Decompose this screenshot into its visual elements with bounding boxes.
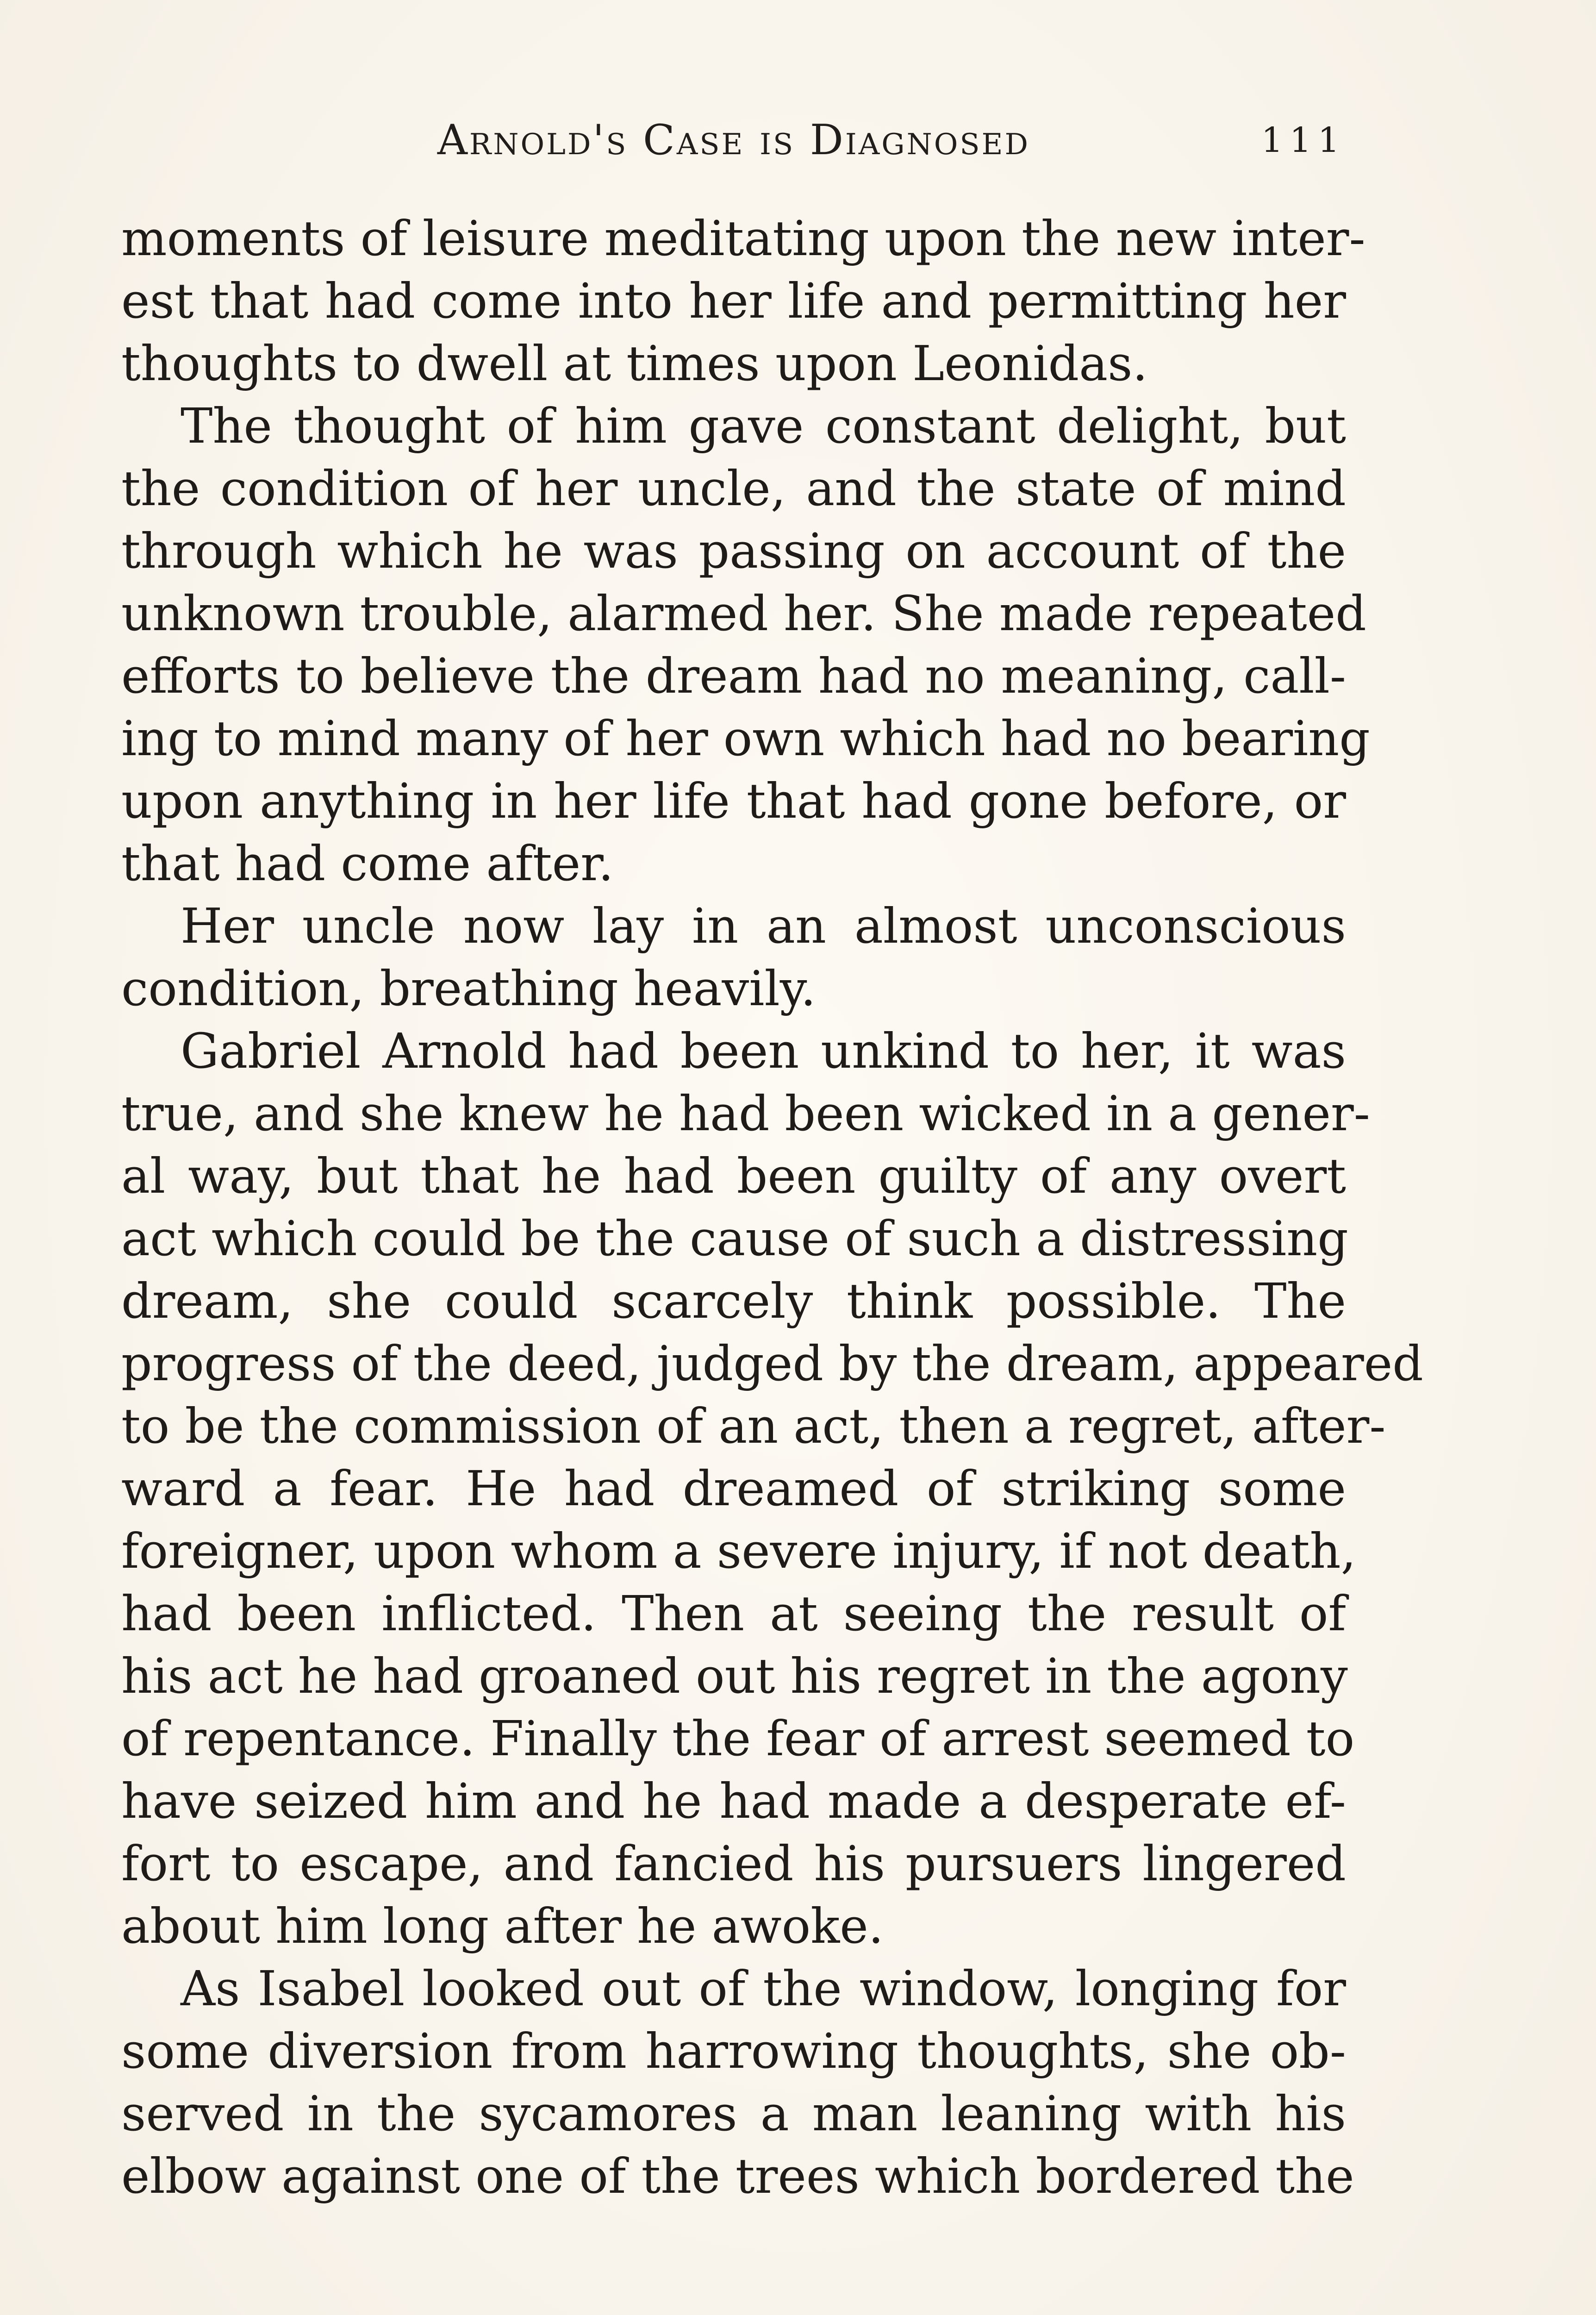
running-title: Arnold's Case is Diagnosed [437, 116, 1030, 164]
text-line: progress of the deed, judged by the dream, appeared [121, 1335, 1423, 1392]
text-line: his act he had groaned out his regret in the agony [121, 1648, 1348, 1704]
text-line: thoughts to dwell at times upon Leonidas. [121, 335, 1148, 392]
text-line: through which he was passing on account of the [121, 523, 1346, 579]
text-line: elbow against one of the trees which bordered the [121, 2148, 1354, 2204]
text-line: of repentance. Finally the fear of arrest seemed to [121, 1710, 1355, 1767]
text-line: dream, she could scarcely think possible. The [121, 1273, 1346, 1329]
text-line: ward a fear. He had dreamed of striking some [121, 1460, 1346, 1517]
text-line: act which could be the cause of such a distressing [121, 1210, 1348, 1267]
page-number: 111 [1261, 120, 1346, 160]
paragraph-first-line: The thought of him gave constant delight, but [181, 398, 1346, 454]
text-line: efforts to believe the dream had no meaning, call- [121, 648, 1346, 704]
text-line: unknown trouble, alarmed her. She made repeated [121, 585, 1366, 642]
text-line: about him long after he awoke. [121, 1898, 884, 1954]
paragraph-first-line: Her uncle now lay in an almost unconscious [181, 898, 1346, 954]
text-line: est that had come into her life and permitting her [121, 273, 1346, 329]
text-line: al way, but that he had been guilty of any overt [121, 1148, 1346, 1204]
text-line: condition, breathing heavily. [121, 960, 816, 1017]
text-line: the condition of her uncle, and the state of mind [121, 460, 1346, 517]
paragraph-first-line: Gabriel Arnold had been unkind to her, it was [181, 1023, 1346, 1079]
body-text [121, 207, 1423, 2208]
text-line: had been inflicted. Then at seeing the result of [121, 1585, 1346, 1642]
text-line: fort to escape, and fancied his pursuers lingered [121, 1835, 1346, 1892]
text-line: foreigner, upon whom a severe injury, if not death, [121, 1523, 1356, 1579]
text-line: that had come after. [121, 835, 614, 892]
text-line: some diversion from harrowing thoughts, she ob- [121, 2023, 1346, 2079]
paragraph-first-line: As Isabel looked out of the window, longing for [181, 1960, 1346, 2017]
text-line: served in the sycamores a man leaning with his [121, 2085, 1346, 2142]
text-line: ing to mind many of her own which had no bearing [121, 710, 1370, 767]
text-line: upon anything in her life that had gone before, or [121, 773, 1346, 829]
text-line: true, and she knew he had been wicked in a gener- [121, 1085, 1370, 1142]
running-head [121, 115, 1346, 166]
text-line: to be the commission of an act, then a regret, after- [121, 1398, 1386, 1454]
text-line: have seized him and he had made a desperate ef- [121, 1773, 1346, 1829]
text-line: moments of leisure meditating upon the new inter- [121, 210, 1365, 267]
